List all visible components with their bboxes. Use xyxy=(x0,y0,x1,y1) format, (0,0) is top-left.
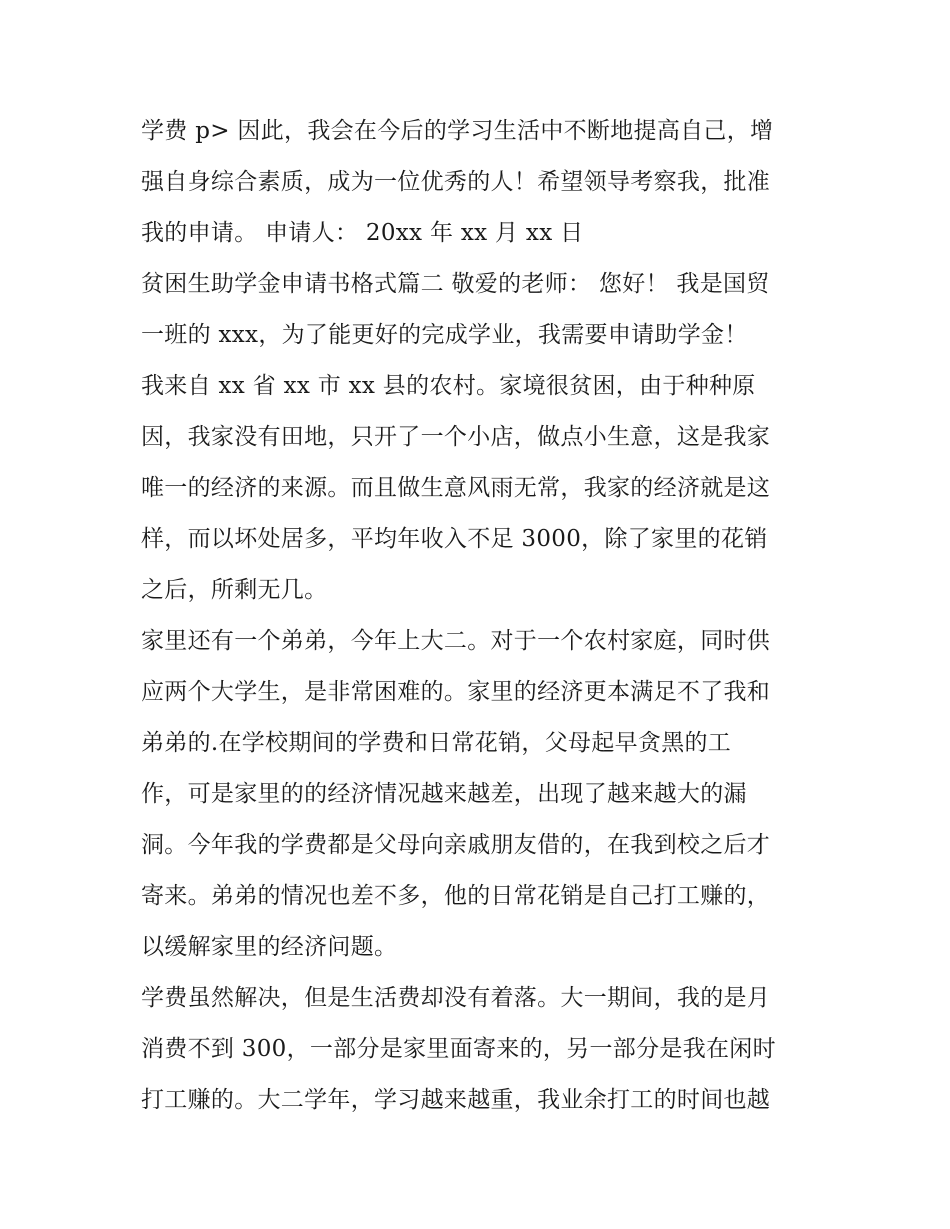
text-line: 打工赚的。大二学年，学习越来越重，我业余打工的时间也越 xyxy=(141,1087,771,1113)
text-line: 应两个大学生，是非常困难的。家里的经济更本满足不了我和 xyxy=(141,679,771,705)
text-line: 唯一的经济的来源。而且做生意风雨无常，我家的经济就是这 xyxy=(141,475,771,501)
text-line: 样，而以坏处居多，平均年收入不足 3000，除了家里的花销 xyxy=(141,526,768,552)
text-line: 洞。今年我的学费都是父母向亲戚朋友借的，在我到校之后才 xyxy=(141,832,771,858)
text-line: 消费不到 300，一部分是家里面寄来的，另一部分是我在闲时 xyxy=(141,1036,776,1062)
section-heading-line: 贫困生助学金申请书格式篇二 敬爱的老师： 您好！ 我是国贸 xyxy=(141,271,770,297)
text-line: 学费 p> 因此，我会在今后的学习生活中不断地提高自己，增 xyxy=(141,118,774,144)
text-line: 之后，所剩无几。 xyxy=(141,577,328,603)
text-line: 我来自 xx 省 xx 市 xx 县的农村。家境很贫困，由于种种原 xyxy=(141,373,756,399)
text-line: 我的申请。 申请人： 20xx 年 xx 月 xx 日 xyxy=(141,220,584,246)
text-line: 寄来。弟弟的情况也差不多，他的日常花销是自己打工赚的， xyxy=(141,883,771,909)
text-line: 弟弟的.在学校期间的学费和日常花销，父母起早贪黑的工 xyxy=(141,730,732,756)
text-line: 一班的 xxx，为了能更好的完成学业，我需要申请助学金！ xyxy=(141,322,748,348)
text-line: 以缓解家里的经济问题。 xyxy=(141,934,398,960)
text-line: 家里还有一个弟弟，今年上大二。对于一个农村家庭，同时供 xyxy=(141,628,771,654)
text-line: 强自身综合素质，成为一位优秀的人！希望领导考察我，批准 xyxy=(141,169,771,195)
text-line: 因，我家没有田地，只开了一个小店，做点小生意，这是我家 xyxy=(141,424,771,450)
text-line: 作，可是家里的的经济情况越来越差，出现了越来越大的漏 xyxy=(141,781,747,807)
text-line: 学费虽然解决，但是生活费却没有着落。大一期间，我的是月 xyxy=(141,985,771,1011)
document-body xyxy=(141,106,821,1126)
